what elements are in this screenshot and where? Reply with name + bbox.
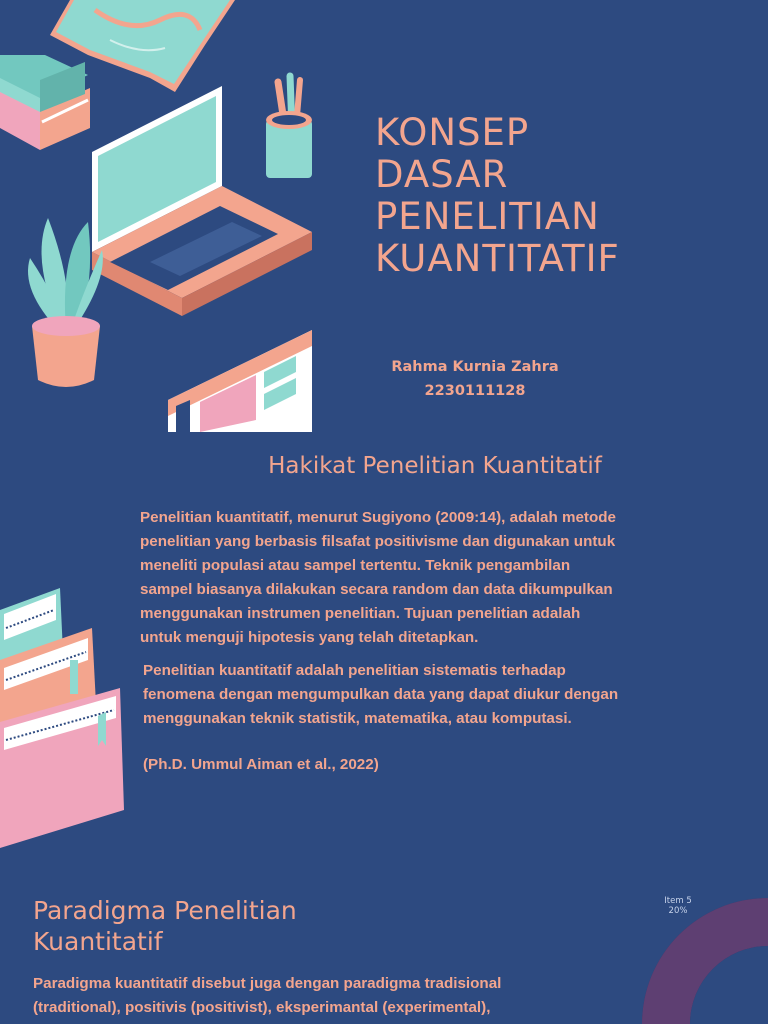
folders-illustration — [0, 588, 124, 848]
paragraph-line: menggunakan instrumen penelitian. Tujuan penelitian adalah — [140, 605, 581, 622]
hakikat-paragraph-2 — [143, 659, 763, 731]
paragraph-line: fenomena dengan mengumpulkan data yang dapat diukur dengan — [143, 686, 619, 703]
paragraph-line: Paradigma kuantitatif disebut juga dengan paradigma tradisional — [33, 975, 502, 992]
slice-value: 20% — [668, 906, 688, 916]
plant-illustration — [28, 218, 103, 387]
hakikat-heading: Hakikat Penelitian Kuantitatif — [268, 453, 602, 479]
title-line: PENELITIAN — [375, 195, 600, 238]
paradigma-paragraph — [33, 972, 653, 1020]
slice-name: Item 5 — [664, 896, 692, 906]
books-illustration — [0, 55, 90, 150]
citation: (Ph.D. Ummul Aiman et al., 2022) — [143, 756, 379, 773]
paragraph-line: meneliti populasi atau sampel tertentu. Teknik pengambilan — [140, 557, 571, 574]
title-line: DASAR — [375, 153, 509, 196]
paragraph-line: menggunakan teknik statistik, matematika, atau komputasi. — [143, 710, 572, 727]
donut-chart — [642, 898, 768, 1024]
paragraph-line: sampel biasanya dilakukan secara random dan data dikumpulkan — [140, 581, 613, 598]
page-title — [375, 112, 620, 280]
hakikat-paragraph-1 — [140, 506, 760, 650]
paragraph-line: (traditional), positivis (positivist), eksperimantal (experimental), — [33, 999, 491, 1016]
title-line: KONSEP — [375, 111, 530, 154]
heading-line: Paradigma Penelitian — [33, 896, 297, 925]
chart-slice-label — [650, 896, 706, 916]
author-id: 2230111128 — [424, 383, 526, 399]
heading-line: Kuantitatif — [33, 927, 163, 956]
pencil-cup-illustration — [266, 76, 312, 178]
paragraph-line: Penelitian kuantitatif adalah penelitian sistematis terhadap — [143, 662, 566, 679]
paragraph-line: untuk menguji hipotesis yang telah ditetapkan. — [140, 629, 479, 646]
author-name: Rahma Kurnia Zahra — [391, 359, 559, 375]
paradigma-heading — [33, 895, 297, 957]
web-window-illustration — [168, 330, 312, 432]
paragraph-line: Penelitian kuantitatif, menurut Sugiyono (2009:14), adalah metode — [140, 509, 616, 526]
paragraph-line: penelitian yang berbasis filsafat positivisme dan digunakan untuk — [140, 533, 616, 550]
title-line: KUANTITATIF — [375, 237, 620, 280]
